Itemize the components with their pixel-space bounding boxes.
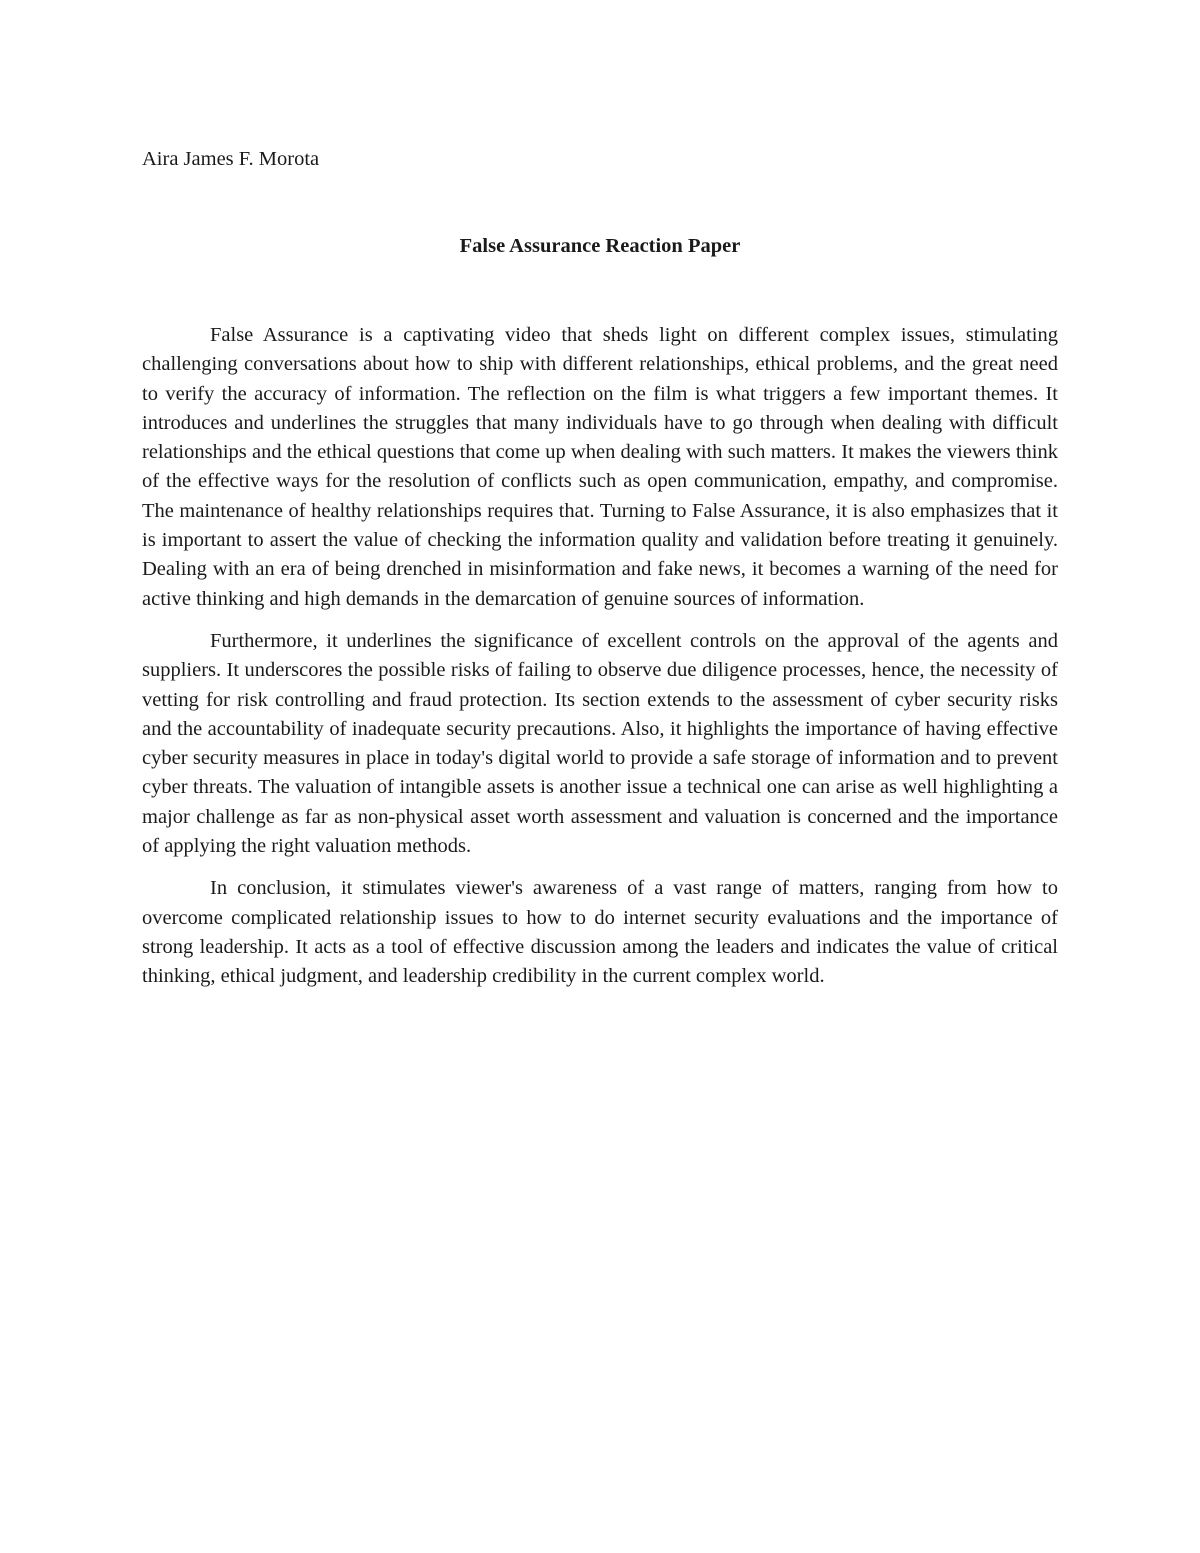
paragraph-1: False Assurance is a captivating video that sheds light on different complex issues, stimulating challenging conversations about how to ship with different relationships, ethical problems, and the great need to verify the accuracy of information. The reflection on the film is what triggers a few important themes. It introduces and underlines the struggles that many individuals have to go through when dealing with difficult relationships and the ethical questions that come up when dealing with such matters. It makes the viewers think of the effective ways for the resolution of conflicts such as open communication, empathy, and compromise. The maintenance of healthy relationships requires that. Turning to False Assurance, it is also emphasizes that it is important to assert the value of checking the information quality and validation before treating it genuinely. Dealing with an era of being drenched in misinformation and fake news, it becomes a warning of the need for active thinking and high demands in the demarcation of genuine sources of information. bbox=[142, 324, 1058, 610]
paper-title: False Assurance Reaction Paper bbox=[459, 235, 741, 257]
author-name: Aira James F. Morota bbox=[142, 148, 320, 170]
paragraph-2: Furthermore, it underlines the significance of excellent controls on the approval of the agents and suppliers. It underscores the possible risks of failing to observe due diligence processes, hence, the necessity of vetting for risk controlling and fraud protection. Its section extends to the assessment of cyber security risks and the accountability of inadequate security precautions. Also, it highlights the importance of having effective cyber security measures in place in today's digital world to provide a safe storage of information and to prevent cyber threats. The valuation of intangible assets is another issue a technical one can arise as well highlighting a major challenge as far as non-physical asset worth assessment and valuation is concerned and the importance of applying the right valuation methods. bbox=[142, 629, 1058, 858]
body-text bbox=[142, 321, 1058, 1005]
paragraph-3: In conclusion, it stimulates viewer's awareness of a vast range of matters, ranging from how to overcome complicated relationship issues to how to do internet security evaluations and the importance of strong leadership. It acts as a tool of effective discussion among the leaders and indicates the value of critical thinking, ethical judgment, and leadership credibility in the current complex world. bbox=[142, 877, 1058, 988]
